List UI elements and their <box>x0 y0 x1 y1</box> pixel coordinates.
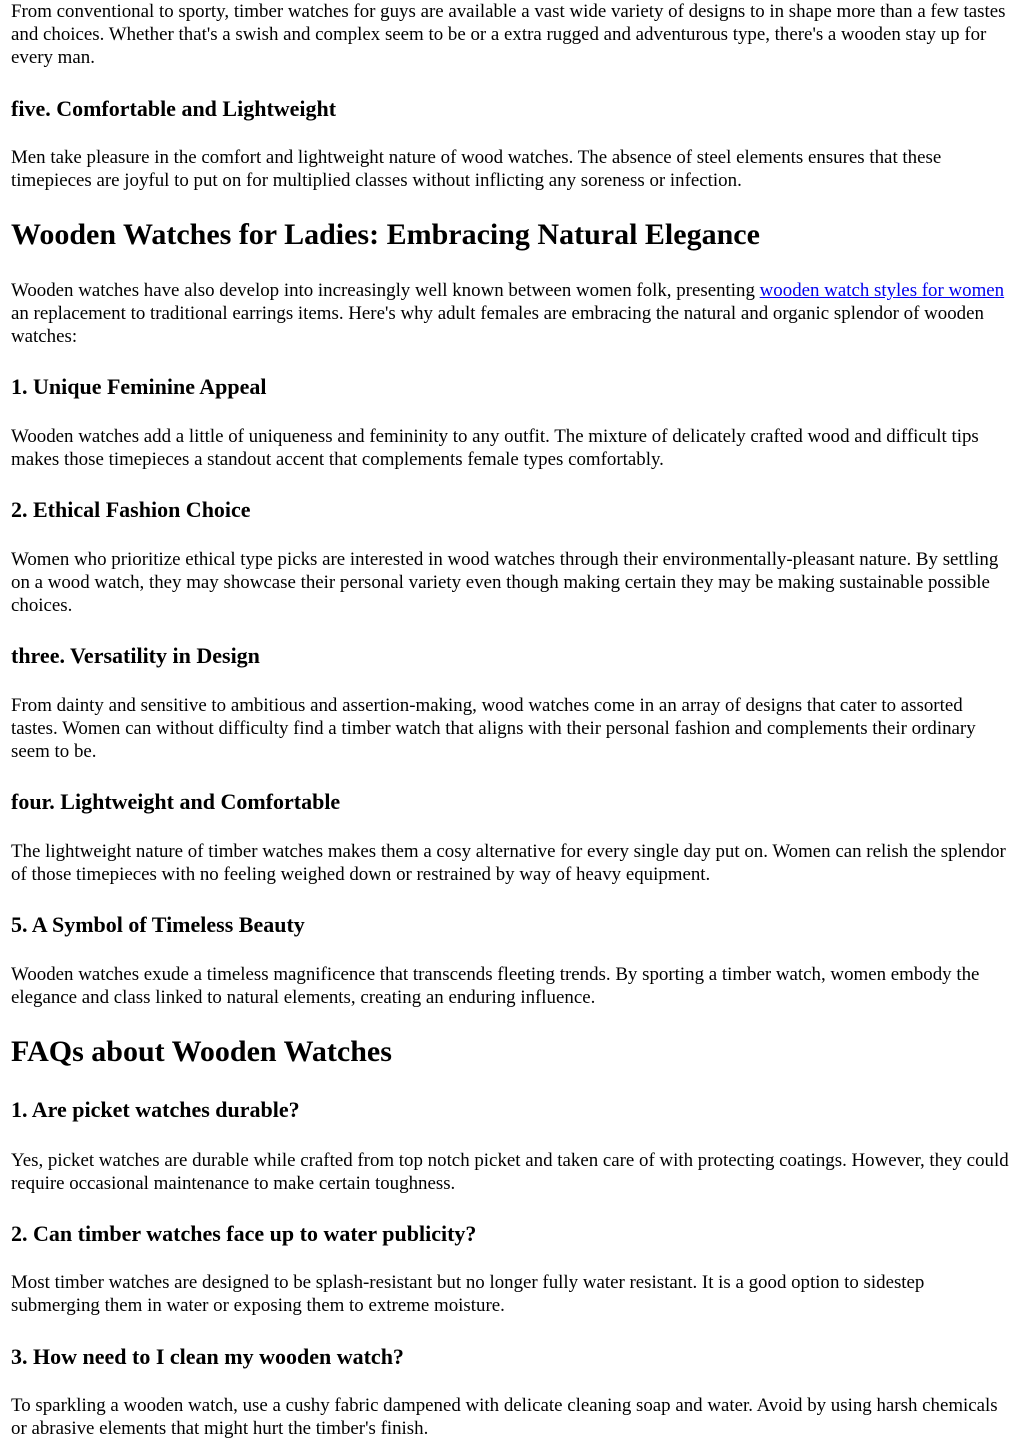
ladies-item-5-paragraph: Wooden watches exude a timeless magnificence that transcends fleeting trends. By sporting a timber watch, women embody the elegance and class linked to natural elements, creating an enduring influence. <box>11 964 980 1009</box>
faq-2-paragraph: Most timber watches are designed to be splash-resistant but no longer fully water resistant. It is a good option to sidestep submerging them in water or exposing them to extreme moisture. <box>11 1272 925 1317</box>
ladies-intro-text-before: Wooden watches have also develop into increasingly well known between women folk, presenting <box>11 280 760 301</box>
ladies-item-3-paragraph: From dainty and sensitive to ambitious and assertion-making, wood watches come in an array of designs that cater to assorted tastes. Women can without difficulty find a timber watch that aligns with their personal fashion and complements their ordinary seem to be. <box>11 695 976 763</box>
ladies-intro-paragraph <box>11 279 1013 349</box>
ladies-item-2-paragraph: Women who prioritize ethical type picks are interested in wood watches through their environmentally-pleasant nature. By settling on a wood watch, they may showcase their personal variety even though making certain they may be making sustainable possible choices. <box>11 549 999 617</box>
faq-3-heading: 3. How need to I clean my wooden watch? <box>11 1344 404 1369</box>
men-item-5-paragraph: Men take pleasure in the comfort and lightweight nature of wood watches. The absence of steel elements ensures that these timepieces are joyful to put on for multiplied classes without inflicting any soreness or infection. <box>11 147 942 192</box>
ladies-item-4-heading: four. Lightweight and Comfortable <box>11 789 341 814</box>
faq-3-paragraph: To sparkling a wooden watch, use a cushy fabric dampened with delicate cleaning soap and water. Avoid by using harsh chemicals or abrasive elements that might hurt the timber's finish. <box>11 1395 998 1440</box>
ladies-section-heading: Wooden Watches for Ladies: Embracing Natural Elegance <box>11 218 760 251</box>
ladies-item-1-paragraph: Wooden watches add a little of uniqueness and femininity to any outfit. The mixture of delicately crafted wood and difficult tips makes those timepieces a standout accent that complements female types comfortably. <box>11 426 979 471</box>
men-item-5-heading: five. Comfortable and Lightweight <box>11 96 337 121</box>
faqs-section-heading: FAQs about Wooden Watches <box>11 1035 392 1068</box>
ladies-item-2-heading: 2. Ethical Fashion Choice <box>11 497 251 522</box>
ladies-item-4-paragraph: The lightweight nature of timber watches makes them a cosy alternative for every single day put on. Women can relish the splendor of those timepieces with no feeling weighed down or restrained by way of heavy equipment. <box>11 841 1006 886</box>
intro-paragraph: From conventional to sporty, timber watches for guys are available a vast wide variety of designs to in shape more than a few tastes and choices. Whether that's a swish and complex seem to be or a extra rugged and adventurous type, there's a wooden stay up for every man. <box>11 1 1006 69</box>
faq-2-heading: 2. Can timber watches face up to water publicity? <box>11 1221 477 1246</box>
faq-1-paragraph: Yes, picket watches are durable while crafted from top notch picket and taken care of with protecting coatings. However, they could require occasional maintenance to make certain toughness. <box>11 1150 1009 1195</box>
ladies-item-3-heading: three. Versatility in Design <box>11 643 260 668</box>
ladies-item-1-heading: 1. Unique Feminine Appeal <box>11 374 267 399</box>
wooden-watch-styles-link[interactable]: wooden watch styles for women <box>759 280 1005 301</box>
ladies-intro-text-after: an replacement to traditional earrings items. Here's why adult females are embracing the natural and organic splendor of wooden watches: <box>11 303 984 348</box>
faq-1-heading: 1. Are picket watches durable? <box>11 1097 300 1122</box>
ladies-item-5-heading: 5. A Symbol of Timeless Beauty <box>11 912 305 937</box>
